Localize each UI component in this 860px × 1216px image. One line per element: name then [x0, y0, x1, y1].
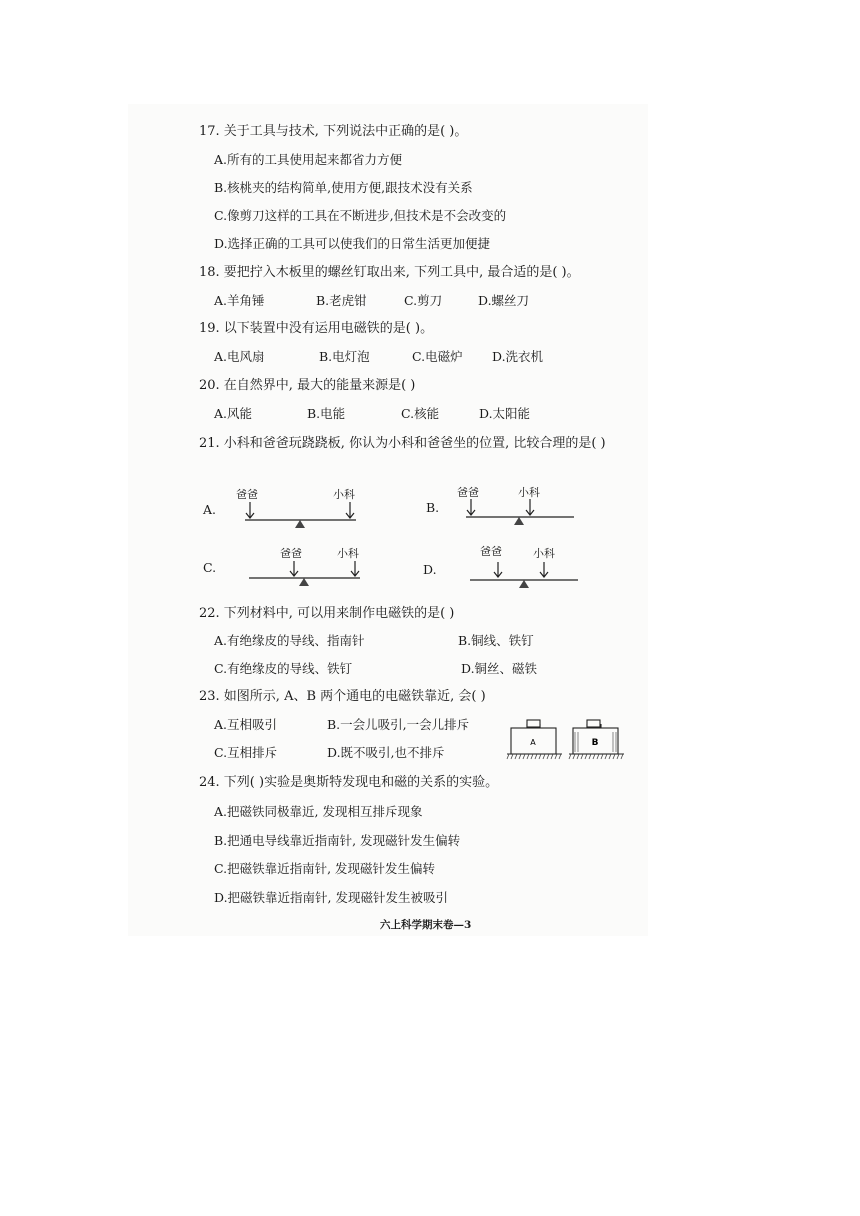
question-24-option-c: C.把磁铁靠近指南针, 发现磁针发生偏转 — [214, 861, 436, 876]
seesaw-b-kid-label: 小科 — [518, 486, 540, 499]
electromagnets-diagram — [505, 718, 625, 768]
question-19-option-c: C.电磁炉 — [412, 349, 463, 364]
seesaw-a-letter: A. — [203, 502, 217, 517]
question-24-stem: 24. 下列( )实验是奥斯特发现电和磁的关系的实验。 — [199, 775, 499, 790]
question-23-option-a: A.互相吸引 — [214, 717, 278, 732]
seesaw-a-dad-label: 爸爸 — [236, 488, 258, 501]
seesaw-d-letter: D. — [423, 562, 437, 577]
seesaw-d-kid-label: 小科 — [533, 547, 555, 560]
seesaw-c-kid-label: 小科 — [337, 547, 359, 560]
question-22-option-a: A.有绝缘皮的导线、指南针 — [214, 633, 365, 648]
question-20-option-b: B.电能 — [307, 406, 346, 421]
question-17-option-d: D.选择正确的工具可以使我们的日常生活更加便捷 — [214, 236, 491, 251]
question-22-stem: 22. 下列材料中, 可以用来制作电磁铁的是( ) — [199, 606, 455, 621]
question-22-option-d: D.铜丝、磁铁 — [461, 661, 538, 676]
question-20-option-a: A.风能 — [214, 406, 253, 421]
question-23-option-b: B.一会儿吸引,一会儿排斥 — [327, 717, 470, 732]
question-18-option-b: B.老虎钳 — [316, 293, 367, 308]
seesaw-a-kid-label: 小科 — [333, 488, 355, 501]
question-20-stem: 20. 在自然界中, 最大的能量来源是( ) — [199, 378, 416, 393]
question-20-option-d: D.太阳能 — [479, 406, 531, 421]
seesaw-a-diagram — [240, 500, 360, 530]
seesaw-c-diagram — [246, 559, 366, 591]
question-17-option-b: B.核桃夹的结构简单,使用方便,跟技术没有关系 — [214, 180, 473, 195]
question-23-option-c: C.互相排斥 — [214, 745, 278, 760]
page-footer: 六上科学期末卷—3 — [380, 919, 472, 931]
question-17-stem: 17. 关于工具与技术, 下列说法中正确的是( )。 — [199, 124, 468, 139]
seesaw-b-dad-label: 爸爸 — [457, 486, 479, 499]
question-17-option-a: A.所有的工具使用起来都省力方便 — [214, 152, 403, 167]
question-22-option-c: C.有绝缘皮的导线、铁钉 — [214, 661, 353, 676]
seesaw-c-dad-label: 爸爸 — [280, 547, 302, 560]
question-23-option-d: D.既不吸引,也不排斥 — [327, 745, 445, 760]
question-24-option-a: A.把磁铁同极靠近, 发现相互排斥现象 — [214, 804, 423, 819]
seesaw-c-letter: C. — [203, 560, 217, 575]
question-18-stem: 18. 要把拧入木板里的螺丝钉取出来, 下列工具中, 最合适的是( )。 — [199, 265, 580, 280]
question-19-option-a: A.电风扇 — [214, 349, 265, 364]
question-19-option-d: D.洗衣机 — [492, 349, 544, 364]
question-18-option-d: D.螺丝刀 — [478, 293, 530, 308]
question-20-option-c: C.核能 — [401, 406, 440, 421]
question-17-option-c: C.像剪刀这样的工具在不断进步,但技术是不会改变的 — [214, 208, 507, 223]
question-19-option-b: B.电灯泡 — [319, 349, 370, 364]
question-18-option-a: A.羊角锤 — [214, 293, 265, 308]
question-18-option-c: C.剪刀 — [404, 293, 443, 308]
seesaw-d-diagram — [467, 560, 587, 592]
magnet-a-label: A — [530, 738, 536, 747]
question-24-option-b: B.把通电导线靠近指南针, 发现磁针发生偏转 — [214, 833, 461, 848]
question-19-stem: 19. 以下装置中没有运用电磁铁的是( )。 — [199, 321, 434, 336]
question-24-option-d: D.把磁铁靠近指南针, 发现磁针发生被吸引 — [214, 890, 448, 905]
magnet-b-label: B — [591, 738, 599, 748]
question-23-stem: 23. 如图所示, A、B 两个通电的电磁铁靠近, 会( ) — [199, 689, 486, 704]
question-21-stem: 21. 小科和爸爸玩跷跷板, 你认为小科和爸爸坐的位置, 比较合理的是( ) — [199, 436, 606, 451]
seesaw-d-dad-label: 爸爸 — [480, 545, 502, 558]
seesaw-b-diagram — [462, 497, 582, 529]
question-22-option-b: B.铜线、铁钉 — [458, 633, 534, 648]
seesaw-b-letter: B. — [426, 500, 440, 515]
